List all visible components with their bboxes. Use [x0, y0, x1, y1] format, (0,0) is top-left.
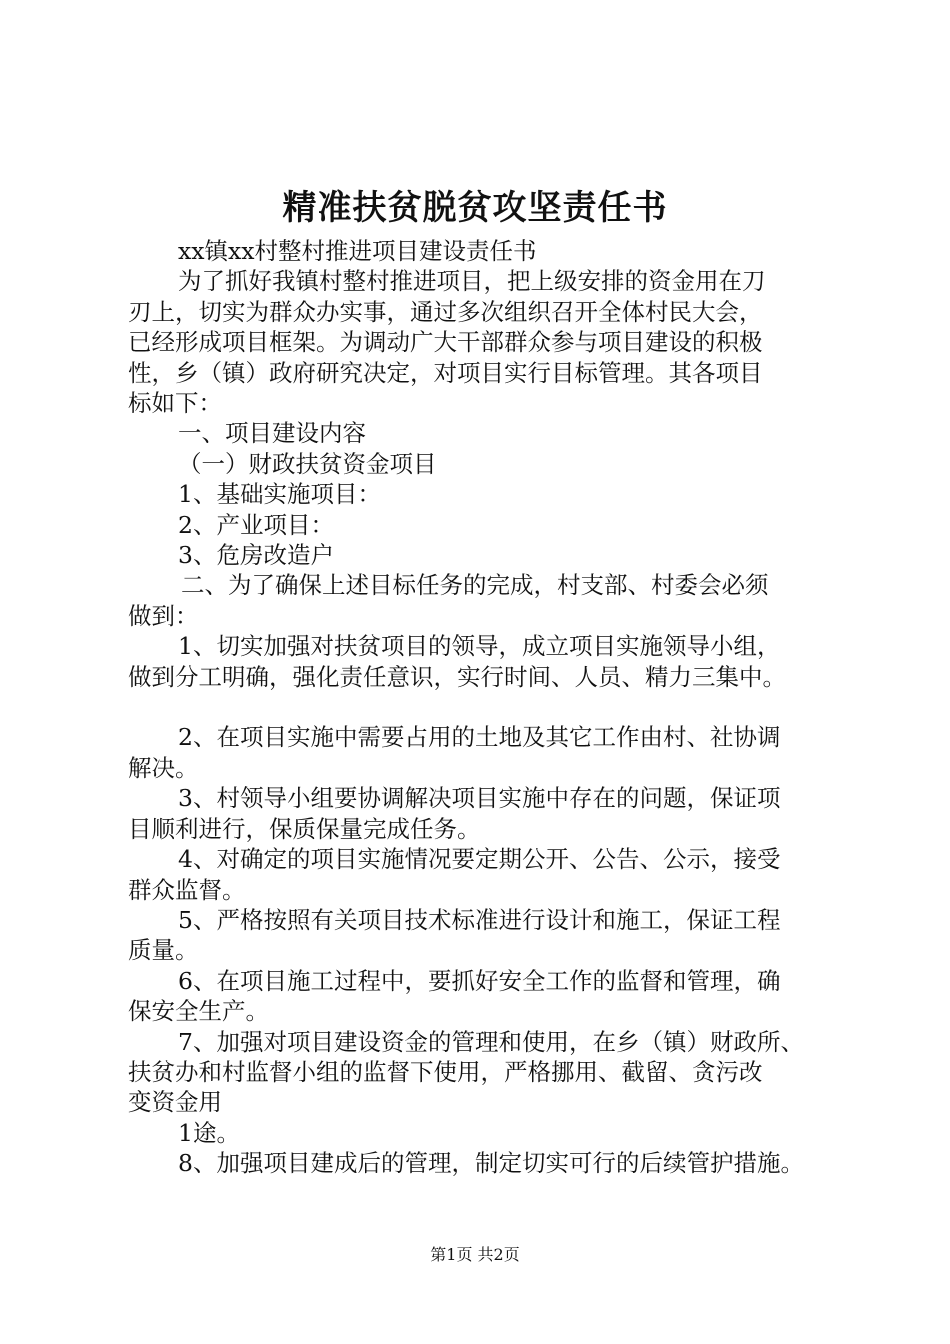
list-item: 1、基础实施项目： [178, 480, 381, 509]
section-heading: 二、为了确保上述目标任务的完成，村支部、村委会必须 [181, 571, 769, 600]
paragraph-line: 目顺利进行，保质保量完成任务。 [128, 814, 481, 843]
paragraph-line: 做到： [128, 601, 199, 630]
section-heading: 一、项目建设内容 [178, 419, 366, 448]
paragraph-line: 扶贫办和村监督小组的监督下使用，严格挪用、截留、贪污改 [128, 1057, 763, 1086]
paragraph-line: 变资金用 [128, 1088, 222, 1117]
paragraph-line: 性，乡（镇）政府研究决定，对项目实行目标管理。其各项目 [128, 358, 763, 387]
list-item: 4、对确定的项目实施情况要定期公开、公告、公示，接受 [178, 845, 781, 874]
list-item: 2、产业项目： [178, 510, 334, 539]
paragraph-line: 已经形成项目框架。为调动广大干部群众参与项目建设的积极 [128, 328, 763, 357]
paragraph-line: 刃上，切实为群众办实事，通过多次组织召开全体村民大会， [128, 297, 763, 326]
list-item: 8、加强项目建成后的管理，制定切实可行的后续管护措施。 [178, 1149, 804, 1178]
paragraph-line: 标如下： [128, 389, 222, 418]
page-number-footer: 第1页 共2页 [430, 1245, 520, 1264]
list-item: 2、在项目实施中需要占用的土地及其它工作由村、社协调 [178, 723, 781, 752]
list-item: 3、村领导小组要协调解决项目实施中存在的问题，保证项 [178, 784, 781, 813]
paragraph-line: 保安全生产。 [128, 997, 269, 1026]
paragraph-line: 质量。 [128, 936, 199, 965]
document-title: 精准扶贫脱贫攻坚责任书 [282, 188, 668, 228]
list-item: 3、危房改造户 [178, 541, 334, 570]
document-body [128, 236, 858, 1179]
paragraph-line: 1途。 [178, 1118, 240, 1147]
list-item: 5、严格按照有关项目技术标准进行设计和施工，保证工程 [178, 905, 781, 934]
subsection-heading: （一）财政扶贫资金项目 [178, 449, 437, 478]
paragraph-line: 为了抓好我镇村整村推进项目，把上级安排的资金用在刀 [178, 267, 766, 296]
list-item: 6、在项目施工过程中，要抓好安全工作的监督和管理，确 [178, 966, 781, 995]
paragraph-line: 做到分工明确，强化责任意识，实行时间、人员、精力三集中。 [128, 662, 786, 691]
paragraph-line: 群众监督。 [128, 875, 246, 904]
list-item: 7、加强对项目建设资金的管理和使用，在乡（镇）财政所、 [178, 1027, 804, 1056]
subtitle-line: xx镇xx村整村推进项目建设责任书 [178, 237, 537, 265]
paragraph-line: 解决。 [128, 753, 199, 782]
blank-line [128, 692, 858, 722]
list-item: 1、切实加强对扶贫项目的领导，成立项目实施领导小组， [178, 632, 781, 661]
